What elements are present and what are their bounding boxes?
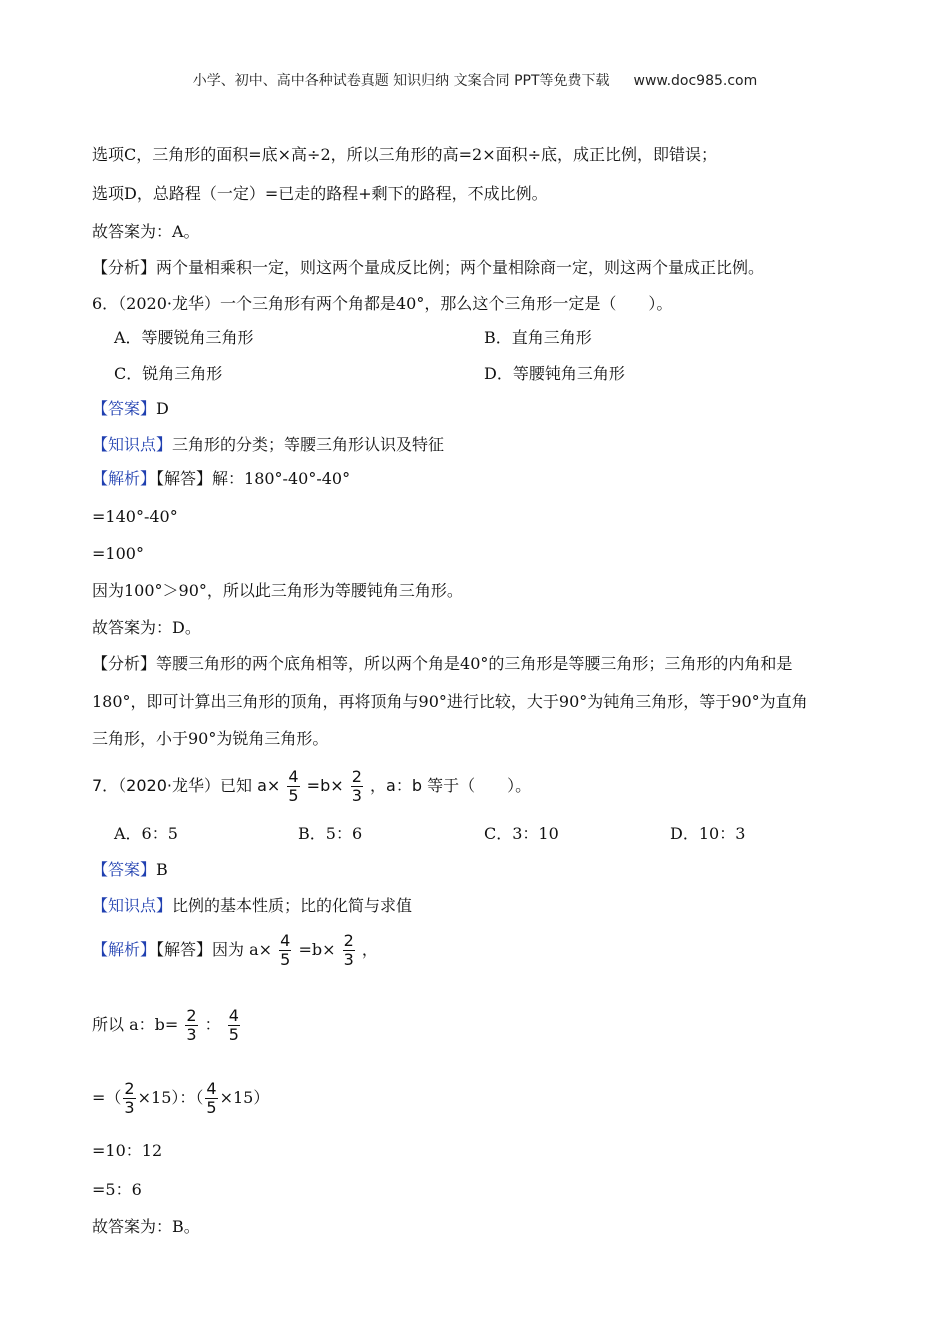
solution-tag: 【解析】 — [92, 940, 157, 959]
q6-analysis-1 — [92, 654, 792, 674]
fraction-2-3 — [351, 768, 363, 805]
header-url[interactable]: www.doc985.com — [633, 73, 758, 89]
numerator: 2 — [124, 1079, 135, 1098]
answer-tag: 【答案】 — [92, 860, 157, 879]
fraction-4-5 — [205, 1080, 217, 1117]
denominator: 5 — [288, 786, 299, 805]
denominator: 3 — [343, 950, 354, 969]
fraction-4-5 — [287, 768, 299, 805]
q6-step3: 因为100°＞90°，所以此三角形为等腰钝角三角形。 — [92, 581, 463, 600]
prev-option-c: 选项C，三角形的面积=底×高÷2，所以三角形的高=2×面积÷底，成正比例，即错误； — [92, 145, 718, 164]
fraction-4-5 — [279, 932, 291, 969]
answer-value: D — [156, 399, 169, 418]
q7-stem-c: ，a：b 等于（ ）。 — [370, 776, 532, 795]
prev-option-d: 选项D，总路程（一定）=已走的路程+剩下的路程，不成比例。 — [92, 184, 548, 203]
q6-step2: =100° — [92, 544, 144, 563]
denominator: 5 — [228, 1025, 239, 1044]
q7-final: 故答案为：B。 — [92, 1217, 200, 1236]
q7-knowledge — [92, 896, 412, 916]
q7-option-a: A．6：5 — [114, 824, 178, 843]
q7-step2 — [92, 1078, 269, 1118]
q6-answer — [92, 399, 169, 419]
q7-step4: =5：6 — [92, 1180, 142, 1199]
q6-final: 故答案为：D。 — [92, 618, 201, 637]
knowledge-tag: 【知识点】 — [92, 896, 173, 915]
analysis-tag: 【分析】 — [92, 654, 157, 673]
prev-answer: 故答案为：A。 — [92, 222, 200, 241]
q7-step1 — [92, 1005, 242, 1045]
answer-value: B — [156, 860, 168, 879]
step1-a: 所以 a：b= — [92, 1015, 179, 1034]
denominator: 3 — [124, 1098, 135, 1117]
analysis-text: 等腰三角形的两个底角相等，所以两个角是40°的三角形是等腰三角形；三角形的内角和是 — [156, 654, 793, 673]
denominator: 3 — [351, 786, 362, 805]
knowledge-tag: 【知识点】 — [92, 435, 173, 454]
denominator: 5 — [280, 950, 291, 969]
q7-stem — [92, 766, 531, 806]
q6-option-c: C．锐角三角形 — [114, 364, 223, 383]
q6-solution — [92, 469, 350, 489]
q6-option-b: B．直角三角形 — [484, 328, 592, 347]
q7-solution — [92, 930, 378, 970]
q7-option-c: C．3：10 — [484, 824, 559, 843]
denominator: 5 — [206, 1098, 217, 1117]
analysis-text: 两个量相乘积一定，则这两个量成反比例；两个量相除商一定，则这两个量成正比例。 — [156, 258, 765, 277]
step2-c: ×15） — [219, 1088, 270, 1107]
numerator: 2 — [351, 767, 362, 786]
header-text: 小学、初中、高中各种试卷真题 知识归纳 文案合同 PPT等免费下载 — [192, 73, 610, 89]
page-header — [0, 70, 950, 90]
q7-stem-b: =b× — [306, 776, 344, 795]
q7-option-d: D．10：3 — [670, 824, 746, 843]
answer-tag: 【答案】 — [92, 399, 157, 418]
knowledge-text: 比例的基本性质；比的化简与求值 — [172, 896, 413, 915]
step2-a: =（ — [92, 1088, 122, 1107]
solution-a: 【解答】因为 a× — [156, 940, 273, 959]
q6-analysis-3: 三角形，小于90°为锐角三角形。 — [92, 729, 329, 748]
fraction-4-5 — [228, 1007, 240, 1044]
solution-tag: 【解析】 — [92, 469, 157, 488]
denominator: 3 — [186, 1025, 197, 1044]
numerator: 4 — [280, 931, 291, 950]
knowledge-text: 三角形的分类；等腰三角形认识及特征 — [172, 435, 445, 454]
numerator: 4 — [288, 767, 299, 786]
numerator: 4 — [228, 1006, 239, 1025]
q6-option-a: A．等腰锐角三角形 — [114, 328, 254, 347]
numerator: 2 — [343, 931, 354, 950]
analysis-tag: 【分析】 — [92, 258, 157, 277]
fraction-2-3 — [343, 932, 355, 969]
q6-knowledge — [92, 435, 444, 455]
solution-b: =b× — [298, 940, 336, 959]
fraction-2-3 — [185, 1007, 197, 1044]
solution-c: ， — [361, 940, 378, 959]
q7-option-b: B．5：6 — [298, 824, 363, 843]
numerator: 4 — [206, 1079, 217, 1098]
solution-text: 【解答】解：180°-40°-40° — [156, 469, 351, 488]
q7-answer — [92, 860, 168, 880]
step1-b: ： — [204, 1015, 221, 1034]
q6-step1: =140°-40° — [92, 507, 178, 526]
fraction-2-3 — [123, 1080, 135, 1117]
q7-stem-a: 7．（2020·龙华）已知 a× — [92, 776, 281, 795]
q7-step3: =10：12 — [92, 1141, 163, 1160]
prev-analysis — [92, 258, 764, 278]
q6-option-d: D．等腰钝角三角形 — [484, 364, 625, 383]
step2-b: ×15）：（ — [137, 1088, 204, 1107]
numerator: 2 — [186, 1006, 197, 1025]
q6-stem: 6．（2020·龙华）一个三角形有两个角都是40°，那么这个三角形一定是（ ）。 — [92, 294, 673, 313]
q6-analysis-2: 180°，即可计算出三角形的顶角，再将顶角与90°进行比较，大于90°为钝角三角形，等于90°为直角 — [92, 692, 808, 711]
